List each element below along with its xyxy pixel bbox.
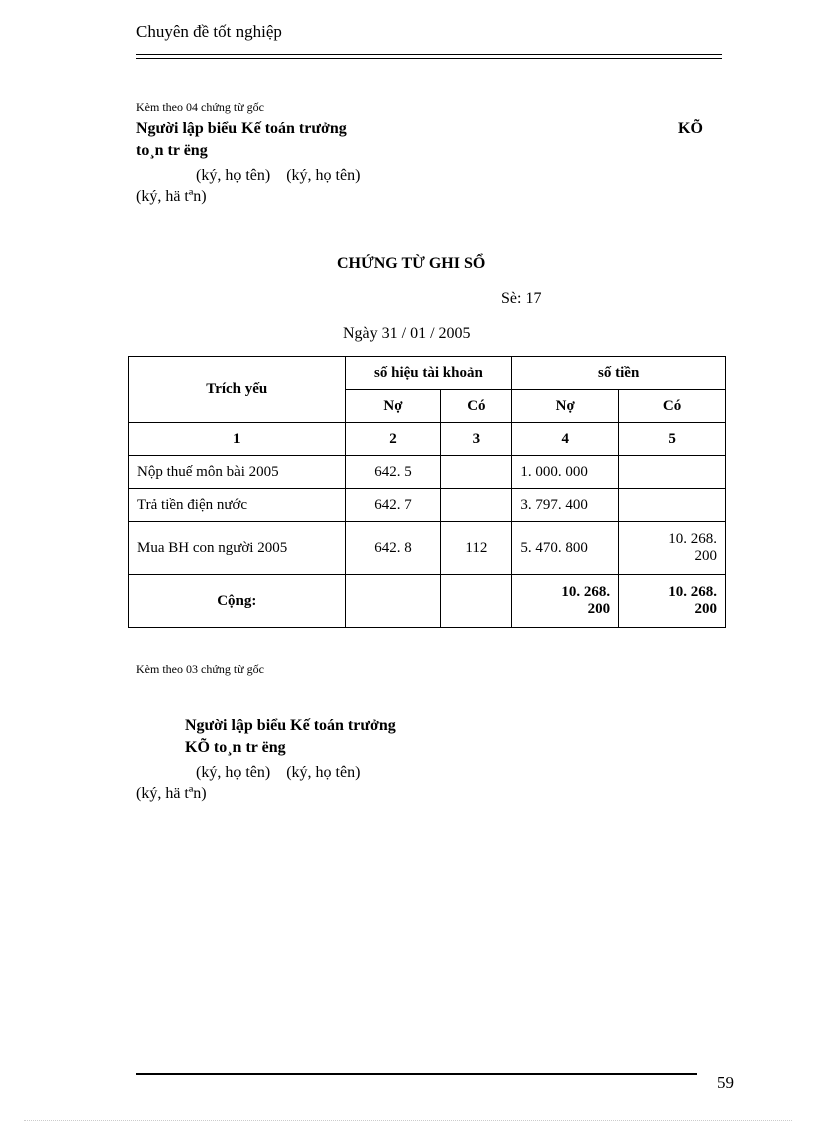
attach-note-top: Kèm theo 04 chứng từ gốc: [136, 100, 264, 114]
row-debit-amount: 1. 000. 000: [512, 456, 619, 489]
header-account: số hiệu tài khoản: [345, 357, 512, 390]
table-row: [129, 489, 726, 522]
total-credit-line2: 200: [694, 601, 717, 617]
row-debit-amount: 3. 797. 400: [512, 489, 619, 522]
header-credit-account: Có: [441, 390, 512, 423]
total-credit-line1: 10. 268.: [668, 584, 717, 600]
row-credit-account: 112: [441, 522, 512, 575]
attach-note-bottom: Kèm theo 03 chứng từ gốc: [136, 662, 264, 676]
page-edge: [24, 1120, 792, 1121]
voucher-number: Sè: 17: [501, 290, 542, 307]
header-debit-amount: Nợ: [512, 390, 619, 423]
signature-title-cont-top: to¸n tr ëng: [136, 142, 208, 159]
row-debit-account: 642. 7: [345, 489, 441, 522]
row-credit-amount-line1: 10. 268.: [668, 531, 717, 547]
signature-title-cont-bottom: KÕ to¸n tr ëng: [185, 739, 286, 756]
signature-note-bottom: (ký, họ tên) (ký, họ tên): [196, 764, 361, 781]
row-debit-account: 642. 8: [345, 522, 441, 575]
row-credit-account: [441, 489, 512, 522]
row-desc: Mua BH con người 2005: [129, 522, 346, 575]
total-row: [129, 575, 726, 628]
total-credit-amount: [619, 575, 726, 628]
signature-note2-top: (ký, hä tªn): [136, 188, 207, 205]
header-amount: số tiền: [512, 357, 726, 390]
signature-note-top: (ký, họ tên) (ký, họ tên): [196, 167, 361, 184]
signature-titles-top: Người lập biểu Kế toán trưởng: [136, 120, 347, 137]
total-credit-account: [441, 575, 512, 628]
col-number-5: 5: [619, 423, 726, 456]
ledger-table: [128, 356, 726, 628]
total-debit-account: [345, 575, 441, 628]
header-credit-amount: Có: [619, 390, 726, 423]
page-header-title: Chuyên đề tốt nghiệp: [136, 22, 282, 41]
table-row: [129, 522, 726, 575]
col-number-3: 3: [441, 423, 512, 456]
signature-note2-bottom: (ký, hä tªn): [136, 785, 207, 802]
row-debit-amount: 5. 470. 800: [512, 522, 619, 575]
row-credit-amount-line2: 200: [694, 548, 717, 564]
footer-rule: [136, 1073, 697, 1075]
row-credit-account: [441, 456, 512, 489]
row-debit-account: 642. 5: [345, 456, 441, 489]
total-debit-line2: 200: [587, 601, 611, 617]
total-debit-amount: [512, 575, 619, 628]
header-rule: [136, 54, 722, 59]
col-number-1: 1: [129, 423, 346, 456]
row-credit-amount: [619, 489, 726, 522]
row-credit-amount: [619, 522, 726, 575]
row-desc: Trả tiền điện nước: [129, 489, 346, 522]
total-debit-line1: 10. 268.: [561, 584, 611, 600]
page-number: 59: [717, 1073, 734, 1092]
col-number-2: 2: [345, 423, 441, 456]
header-summary: Trích yếu: [129, 357, 346, 423]
row-desc: Nộp thuế môn bài 2005: [129, 456, 346, 489]
row-credit-amount: [619, 456, 726, 489]
voucher-title: CHỨNG TỪ GHI SỔ: [337, 255, 486, 272]
header-debit-account: Nợ: [345, 390, 441, 423]
col-number-4: 4: [512, 423, 619, 456]
voucher-date: Ngày 31 / 01 / 2005: [343, 325, 471, 342]
table-row: [129, 456, 726, 489]
signature-title-right-top: KÕ: [678, 120, 703, 137]
signature-titles-bottom: Người lập biểu Kế toán trưởng: [185, 717, 396, 734]
total-label: Cộng:: [129, 575, 346, 628]
